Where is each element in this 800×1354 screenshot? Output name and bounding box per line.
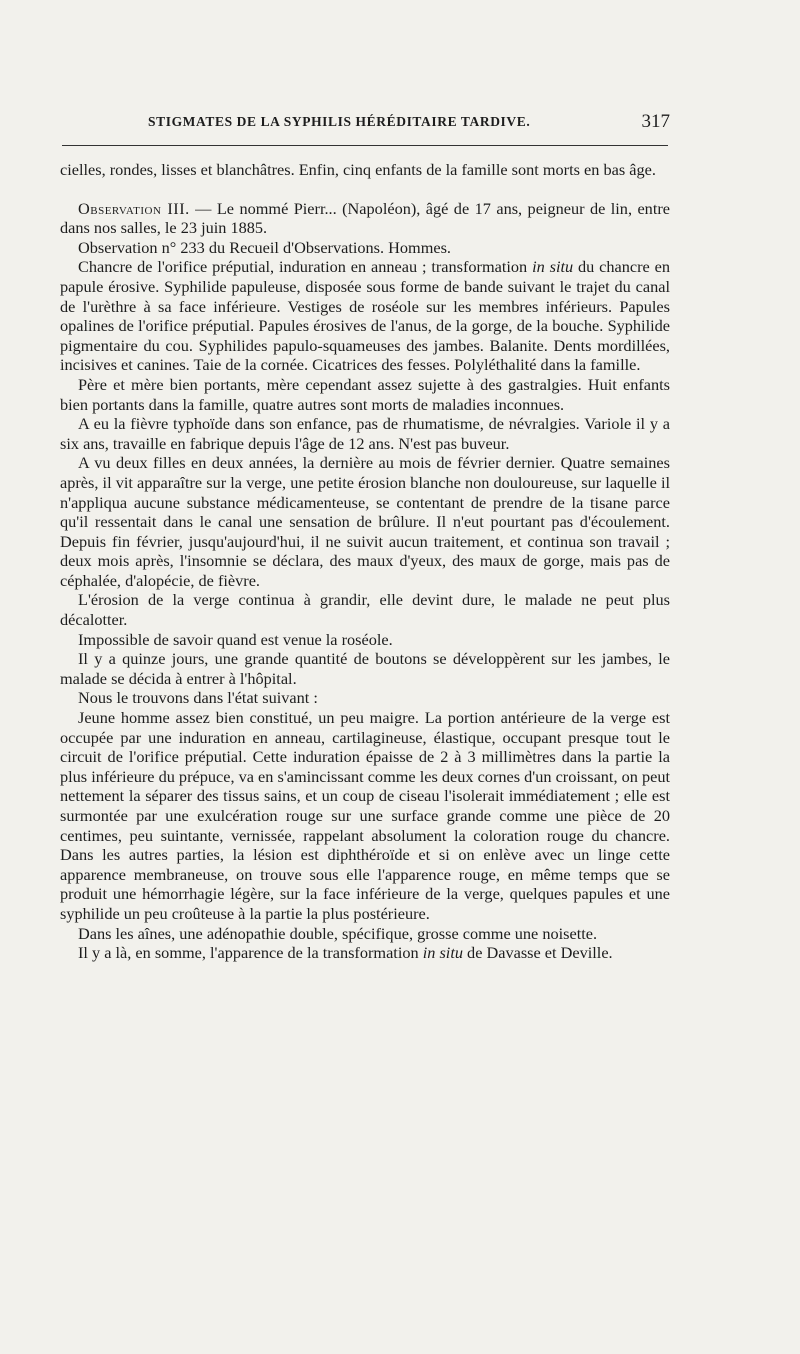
conclusion-italic: in situ: [422, 943, 463, 963]
paragraph-conclusion: [60, 943, 670, 963]
summary-text-b: du chancre en papule érosive. Syphilide papuleuse, disposée sous forme de bande suivant le trajet du canal de l'urèthre à sa face inférieure. Vestiges de roséole sur les membres inférieurs. Papules opalines de l'orifice préputial. Papules érosives de l'anus, de la gorge, de la bouche. Syphilide pigmentaire du cou. Syphilides papulo-squameuses des jambes. Balanite. Dents mordillées, incisives et canines. Taie de la cornée. Cicatrices des fesses. Polyléthalité dans la famille.: [60, 257, 671, 375]
paragraph-continuation: cielles, rondes, lisses et blanchâtres. Enfin, cinq enfants de la famille sont morts en bas âge.: [60, 160, 656, 179]
paragraph-examination: Jeune homme assez bien constitué, un peu maigre. La portion antérieure de la verge est occupée par une induration en anneau, cartilagineuse, élastique, occupant presque tout le circuit de l'orifice préputial. Cette induration épaisse de 2 à 3 millimètres dans la partie la plus inférieure du prépuce, va en s'amincissant comme les deux cornes d'un croissant, on peut nettement la séparer des tissus sains, et un coup de ciseau l'isolerait immédiatement ; elle est surmontée par une exulcération rouge sur une surface grande comme une pièce de 20 centimes, peu suintante, vernissée, rappelant absolument la coloration rouge du chancre. Dans les autres parties, la lésion est diphthéroïde et si on enlève avec un linge cette apparence membraneuse, on trouve sous elle l'apparence rouge, en même temps que se produit une hémorrhagie légère, sur la face inférieure de la verge, quelques papules et une syphilide un peu croûteuse à la partie la plus postérieure.: [60, 708, 670, 923]
observation-label: Observation III.: [78, 198, 190, 218]
paragraph-family: Père et mère bien portants, mère cependant assez sujette à des gastralgies. Huit enfants bien portants dans la famille, quatre autres sont morts de maladies inconnues.: [60, 374, 670, 414]
conclusion-text-a: Il y a là, en somme, l'apparence de la transformation: [78, 943, 423, 963]
observation-intro: — Le nommé Pierr... (Napoléon), âgé de 17 ans, peigneur de lin, entre dans nos salles, le 23 juin 1885.: [60, 198, 670, 238]
summary-italic: in situ: [532, 257, 574, 277]
paragraph-adenopathy: Dans les aînes, une adénopathie double, spécifique, grosse comme une noisette.: [78, 923, 598, 943]
paragraph-erosion: L'érosion de la verge continua à grandir, elle devint dure, le malade ne peut plus décalotter.: [60, 590, 670, 630]
paragraph-history: A eu la fièvre typhoïde dans son enfance, pas de rhumatisme, de névralgies. Variole il y a six ans, travaille en fabrique depuis l'âge de 12 ans. N'est pas buveur.: [60, 414, 670, 453]
paragraph-roseola: Impossible de savoir quand est venue la roséole.: [78, 629, 393, 649]
running-head: STIGMATES DE LA SYPHILIS HÉRÉDITAIRE TARDIVE.: [148, 114, 531, 129]
page-header: [60, 111, 670, 136]
observation-reference: Observation n° 233 du Recueil d'Observations. Hommes.: [78, 237, 451, 257]
summary-text-a: Chancre de l'orifice préputial, induration en anneau ; transformation: [78, 257, 533, 277]
paragraph-onset: A vu deux filles en deux années, la dernière au mois de février dernier. Quatre semaines après, il vit apparaître sur la verge, une petite érosion blanche non douloureuse, sur laquelle il n'appliqua aucune substance médicamenteuse, se contentant de prendre de la tisane parce qu'il ressentait dans le canal une sensation de brûlure. Il n'eut pourtant pas d'écoulement. Depuis fin février, jusqu'aujourd'hui, il ne suivit aucun traitement, et continua son travail ; deux mois après, l'insomnie se déclara, des maux d'yeux, des maux de gorge, mais pas de céphalée, d'alopécie, de fièvre.: [60, 453, 670, 590]
observation-heading-paragraph: [60, 199, 670, 238]
header-rule: [62, 145, 668, 146]
paragraph-admission: Il y a quinze jours, une grande quantité de boutons se développèrent sur les jambes, le malade se décida à entrer à l'hôpital.: [60, 649, 670, 688]
paragraph-summary: [60, 257, 670, 375]
conclusion-text-b: de Davasse et Deville.: [462, 943, 613, 963]
paragraph-state-intro: Nous le trouvons dans l'état suivant :: [78, 688, 318, 708]
page-number: 317: [641, 111, 670, 132]
body-text: [60, 160, 670, 963]
